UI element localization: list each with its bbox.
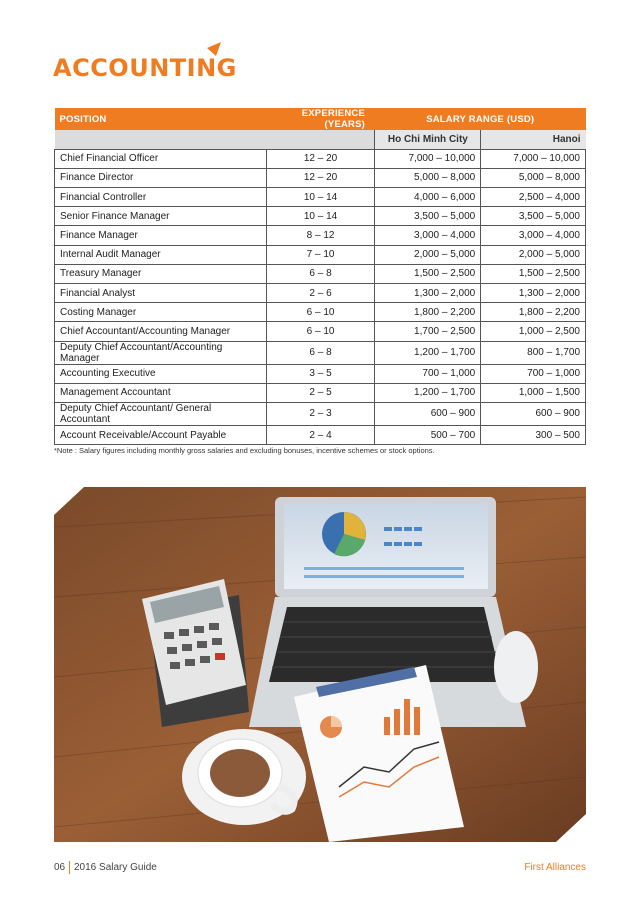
table-row [55,383,586,402]
table-row [55,322,586,341]
experience-cell: 2 – 5 [266,383,375,402]
position-cell: Finance Manager [55,226,267,245]
hcmc-salary-cell: 2,000 – 5,000 [375,245,481,264]
table-row [55,168,586,187]
salary-table [54,108,586,445]
table-row [55,188,586,207]
hcmc-salary-cell: 1,300 – 2,000 [375,284,481,303]
experience-cell: 6 – 10 [266,303,375,322]
experience-cell: 12 – 20 [266,168,375,187]
table-row [55,284,586,303]
position-cell: Account Receivable/Account Payable [55,425,267,444]
hanoi-salary-cell: 800 – 1,700 [481,341,586,364]
city-header-hanoi: Hanoi [481,130,586,149]
hanoi-salary-cell: 700 – 1,000 [481,364,586,383]
hcmc-salary-cell: 3,500 – 5,000 [375,207,481,226]
hcmc-salary-cell: 1,200 – 1,700 [375,341,481,364]
table-row [55,207,586,226]
table-row [55,303,586,322]
hcmc-salary-cell: 1,200 – 1,700 [375,383,481,402]
brand-name: First Alliances [524,862,586,873]
hcmc-salary-cell: 3,000 – 4,000 [375,226,481,245]
table-row [55,402,586,425]
table-header-row [55,108,586,130]
hanoi-salary-cell: 1,000 – 1,500 [481,383,586,402]
desk-photo-illustration [54,487,586,842]
hcmc-salary-cell: 5,000 – 8,000 [375,168,481,187]
position-cell: Internal Audit Manager [55,245,267,264]
table-row [55,364,586,383]
hanoi-salary-cell: 3,000 – 4,000 [481,226,586,245]
hanoi-salary-cell: 600 – 900 [481,402,586,425]
position-cell: Chief Financial Officer [55,149,267,168]
salary-note: *Note : Salary figures including monthly gross salaries and excluding bonuses, incentive schemes or stock options. [54,446,435,455]
position-cell: Chief Accountant/Accounting Manager [55,322,267,341]
hanoi-salary-cell: 1,500 – 2,500 [481,264,586,283]
page-title: ACCOUNTING [53,54,237,82]
position-cell: Senior Finance Manager [55,207,267,226]
hanoi-salary-cell: 3,500 – 5,000 [481,207,586,226]
position-cell: Accounting Executive [55,364,267,383]
experience-cell: 10 – 14 [266,188,375,207]
experience-cell: 6 – 8 [266,264,375,283]
hcmc-salary-cell: 4,000 – 6,000 [375,188,481,207]
page-number: 06 [54,862,66,873]
title-block [53,42,253,82]
experience-cell: 2 – 3 [266,402,375,425]
city-header-hcmc: Ho Chi Minh City [375,130,481,149]
hanoi-salary-cell: 1,300 – 2,000 [481,284,586,303]
hcmc-salary-cell: 1,500 – 2,500 [375,264,481,283]
hanoi-salary-cell: 1,000 – 2,500 [481,322,586,341]
guide-title: 2016 Salary Guide [74,862,157,873]
experience-cell: 8 – 12 [266,226,375,245]
coffee-cup-image [182,729,306,825]
position-cell: Financial Analyst [55,284,267,303]
hanoi-salary-cell: 1,800 – 2,200 [481,303,586,322]
hcmc-salary-cell: 7,000 – 10,000 [375,149,481,168]
table-row [55,245,586,264]
hanoi-salary-cell: 300 – 500 [481,425,586,444]
hanoi-salary-cell: 2,000 – 5,000 [481,245,586,264]
hanoi-salary-cell: 7,000 – 10,000 [481,149,586,168]
hanoi-salary-cell: 5,000 – 8,000 [481,168,586,187]
experience-cell: 7 – 10 [266,245,375,264]
corner-triangle-icon [207,42,221,56]
table-row [55,341,586,364]
table-row [55,226,586,245]
footer-divider [69,861,70,874]
position-cell: Finance Director [55,168,267,187]
position-header: POSITION [55,108,267,130]
mouse-image [494,631,538,703]
experience-cell: 12 – 20 [266,149,375,168]
experience-header: EXPERIENCE (YEARS) [266,108,375,130]
experience-cell: 3 – 5 [266,364,375,383]
subheader-blank [55,130,375,149]
experience-cell: 10 – 14 [266,207,375,226]
experience-cell: 6 – 8 [266,341,375,364]
hcmc-salary-cell: 700 – 1,000 [375,364,481,383]
table-row [55,425,586,444]
salary-range-header: SALARY RANGE (USD) [375,108,586,130]
hanoi-salary-cell: 2,500 – 4,000 [481,188,586,207]
hcmc-salary-cell: 1,800 – 2,200 [375,303,481,322]
experience-cell: 2 – 6 [266,284,375,303]
hcmc-salary-cell: 600 – 900 [375,402,481,425]
hcmc-salary-cell: 500 – 700 [375,425,481,444]
position-cell: Management Accountant [55,383,267,402]
position-cell: Deputy Chief Accountant/ General Accountant [55,402,267,425]
table-row [55,264,586,283]
position-cell: Financial Controller [55,188,267,207]
position-cell: Deputy Chief Accountant/Accounting Manager [55,341,267,364]
city-subheader-row [55,130,586,149]
table-row [55,149,586,168]
desk-photo [54,487,586,842]
position-cell: Treasury Manager [55,264,267,283]
hcmc-salary-cell: 1,700 – 2,500 [375,322,481,341]
experience-cell: 2 – 4 [266,425,375,444]
position-cell: Costing Manager [55,303,267,322]
experience-cell: 6 – 10 [266,322,375,341]
